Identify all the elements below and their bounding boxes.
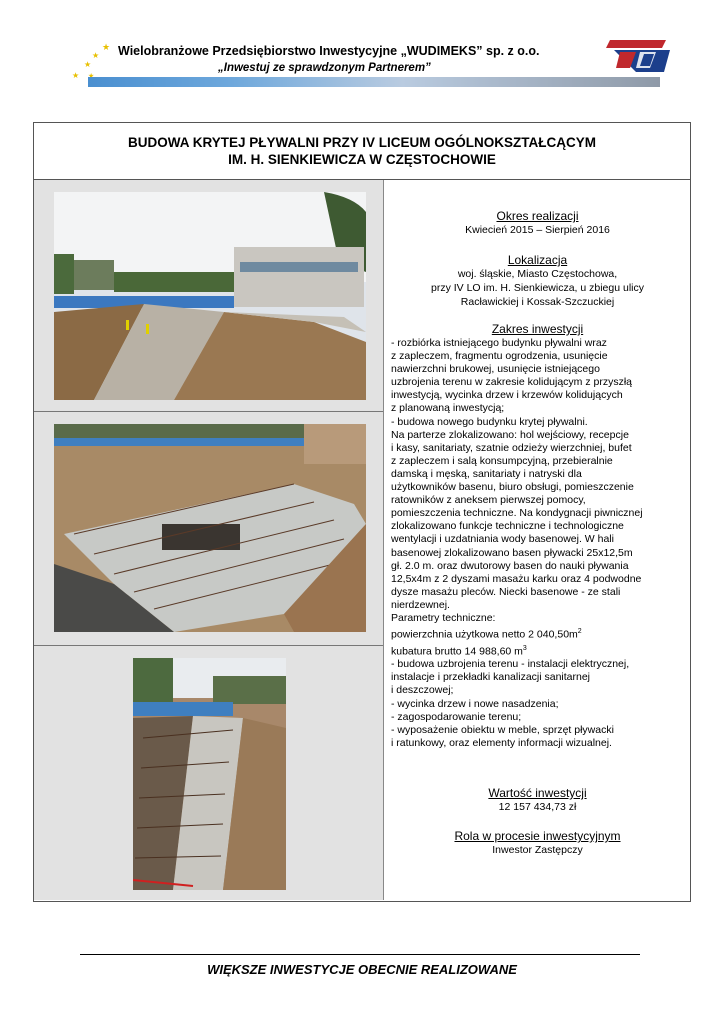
scope-line: ratowników z aneksem pierwszej pomocy, bbox=[391, 494, 586, 507]
scope-line: - rozbiórka istniejącego budynku pływalni wraz bbox=[391, 337, 607, 349]
svg-text:★: ★ bbox=[84, 60, 92, 69]
scope-line: 12,5x4m z 2 dyszami masażu karku oraz 4 podwodne bbox=[391, 572, 642, 585]
svg-text:★: ★ bbox=[72, 71, 80, 80]
scope-line: - budowa uzbrojenia terenu - instalacji elektrycznej, bbox=[391, 658, 630, 671]
location-line-1: woj. śląskie, Miasto Częstochowa, bbox=[457, 268, 618, 280]
scope-line: - zagospodarowanie terenu; bbox=[391, 710, 522, 723]
role-value: Inwestor Zastępczy bbox=[492, 844, 583, 856]
scope-line: nierdzewnej. bbox=[391, 598, 450, 611]
scope-line: i kasy, sanitariaty, szatnie odzieży wierzchniej, bufet bbox=[391, 441, 632, 454]
company-name: Wielobranżowe Przedsiębiorstwo Inwestycyjne „WUDIMEKS” sp. z o.o. bbox=[118, 44, 540, 58]
construction-photo-3 bbox=[133, 658, 286, 890]
volume-text: kubatura brutto 14 988,60 m bbox=[391, 645, 523, 658]
project-title-line-1: BUDOWA KRYTEJ PŁYWALNI PRZY IV LICEUM OGÓLNOKSZTAŁCĄCYM bbox=[127, 135, 596, 150]
photo-cell-3 bbox=[34, 646, 383, 900]
eu-stars-icon bbox=[66, 40, 116, 80]
header-bar bbox=[88, 77, 660, 87]
photo-cell-1 bbox=[34, 180, 383, 412]
photo-cell-2 bbox=[34, 412, 383, 646]
footer-divider bbox=[80, 954, 640, 955]
location-line-3: Racławickiej i Kossak-Szczuckiej bbox=[460, 296, 615, 308]
scope-line: dysze masażu pleców. Niecki basenowe - ze stali bbox=[391, 585, 621, 598]
construction-photo-1 bbox=[54, 192, 366, 400]
scope-line: Na parterze zlokalizowano: hol wejściowy, recepcje bbox=[391, 428, 629, 441]
scope-line: - budowa nowego budynku krytej pływalni. bbox=[391, 415, 588, 428]
area-line bbox=[391, 625, 687, 642]
scope-line: inwestycją, wycinka drzew i krzewów kolidujących bbox=[391, 389, 623, 402]
area-text: powierzchnia użytkowa netto 2 040,50m bbox=[391, 628, 578, 641]
scope-line: użytkowników basenu, biuro obsługi, pomieszczenie bbox=[391, 481, 634, 494]
volume-line bbox=[391, 642, 687, 659]
details-column bbox=[385, 180, 690, 900]
company-motto: „Inwestuj ze sprawdzonym Partnerem” bbox=[218, 62, 431, 74]
area-unit-sup: 2 bbox=[577, 628, 582, 636]
construction-photo-2 bbox=[54, 424, 366, 632]
scope-line: z zapleczem, fragmentu ogrodzenia, usunięcie bbox=[391, 350, 608, 363]
role-label: Rola w procesie inwestycyjnym bbox=[454, 829, 621, 843]
location-label: Lokalizacja bbox=[507, 253, 568, 267]
scope-line: Parametry techniczne: bbox=[391, 611, 496, 624]
project-title-box bbox=[33, 122, 691, 180]
scope-line: wentylacji i uzdatniania wody basenowej. W hali bbox=[391, 533, 614, 546]
period-value: Kwiecień 2015 – Sierpień 2016 bbox=[465, 224, 610, 236]
location-line-2: przy IV LO im. H. Sienkiewicza, u zbiegu ulicy bbox=[431, 282, 644, 294]
scope-line: i ratunkowy, oraz elementy informacji wizualnej. bbox=[391, 736, 612, 749]
svg-text:★: ★ bbox=[102, 42, 111, 52]
project-details-table bbox=[33, 180, 691, 902]
scope-line: i deszczowej; bbox=[391, 684, 454, 697]
scope-label: Zakres inwestycji bbox=[491, 322, 584, 336]
scope-line: instalacje i przekładki kanalizacji sanitarnej bbox=[391, 671, 591, 684]
scope-text bbox=[391, 337, 687, 750]
scope-line: z zapleczem i salą konsumpcyjną, przebieralnie bbox=[391, 454, 613, 467]
scope-line: damską i męską, sanitariaty i natryski dla bbox=[391, 467, 582, 480]
volume-unit-sup: 3 bbox=[522, 644, 527, 652]
project-title-line-2: IM. H. SIENKIEWICZA W CZĘSTOCHOWIE bbox=[228, 152, 496, 167]
period-label: Okres realizacji bbox=[496, 209, 579, 223]
scope-line: zlokalizowano funkcje techniczne i technologiczne bbox=[391, 520, 624, 533]
scope-line: gł. 2.0 m. oraz dwutorowy basen do nauki pływania bbox=[391, 559, 629, 572]
scope-line: basenowej zlokalizowano basen pływacki 25x12,5m bbox=[391, 546, 633, 559]
photo-column bbox=[34, 180, 384, 900]
scope-line: - wyposażenie obiektu w meble, sprzęt pływacki bbox=[391, 723, 614, 736]
scope-line: nawierzchni brukowej, usunięcie istniejącego bbox=[391, 363, 600, 376]
value-amount: 12 157 434,73 zł bbox=[498, 801, 577, 813]
value-label: Wartość inwestycji bbox=[488, 786, 587, 800]
footer-heading: WIĘKSZE INWESTYCJE OBECNIE REALIZOWANE bbox=[207, 962, 517, 977]
wudimeks-logo bbox=[606, 38, 670, 74]
scope-line: uzbrojenia terenu w zakresie kolidującym z przyszłą bbox=[391, 376, 633, 389]
scope-line: z planowaną inwestycją; bbox=[391, 402, 505, 415]
svg-text:★: ★ bbox=[92, 51, 100, 60]
scope-line: - wycinka drzew i nowe nasadzenia; bbox=[391, 697, 559, 710]
scope-line: pomieszczenia techniczne. Na kondygnacji piwnicznej bbox=[391, 507, 643, 520]
